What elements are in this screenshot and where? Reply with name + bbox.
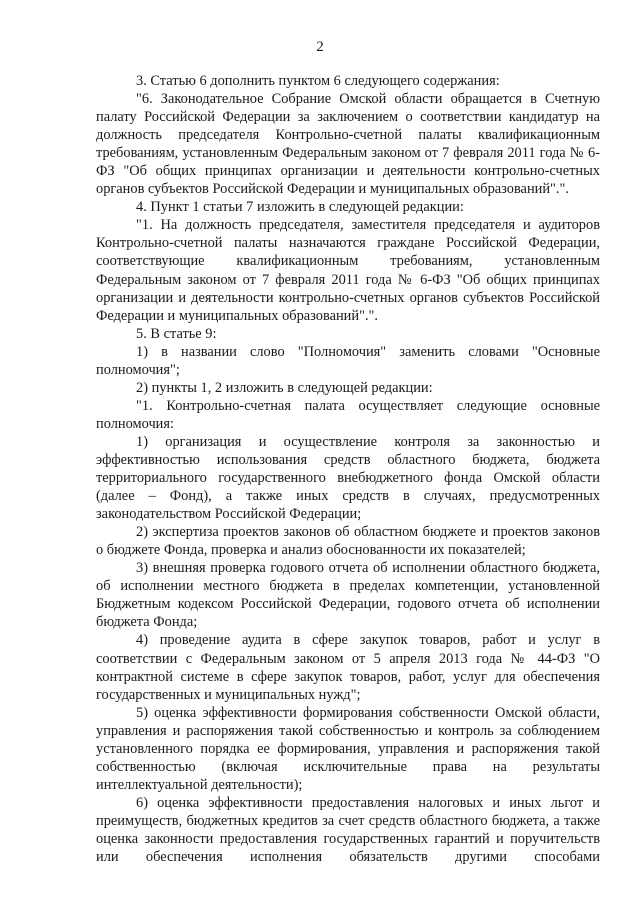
paragraph-subitem-2: 2) пункты 1, 2 изложить в следующей редакции: bbox=[136, 379, 433, 396]
paragraph-power-2: 2) экспертиза проектов законов об областном бюджете и проектов законов о бюджете Фонда, проверка и анализ обоснованности их показателей; bbox=[96, 524, 600, 559]
paragraph-power-6: 6) оценка эффективности предоставления налоговых и иных льгот и преимуществ, бюджетных кредитов за счет средств областного бюджета, а также оценка законности предоставления государственных гарантий и поручительств или обеспечения исполнения обязательств другими способами bbox=[96, 794, 600, 866]
paragraph-powers-intro: "1. Контрольно-счетная палата осуществляет следующие основные полномочия: bbox=[96, 397, 600, 432]
paragraph-item-3: 3. Статью 6 дополнить пунктом 6 следующего содержания: bbox=[136, 73, 500, 89]
paragraph-item-5: 5. В статье 9: bbox=[136, 325, 217, 342]
paragraph-article-6-point-6: "6. Законодательное Собрание Омской области обращается в Счетную палату Российской Федерации за заключением о соответствии кандидатур на должность председателя Контрольно-счетной палаты квалификационным требованиям, установленным Федеральным законом от 7 февраля 2011 года № 6-ФЗ "Об общих принципах организации и деятельности контрольно-счетных органов субъектов Российской Федерации и муниципальных образований".". bbox=[96, 91, 600, 198]
paragraph-power-3: 3) внешняя проверка годового отчета об исполнении областного бюджета, об исполнении местного бюджета в пределах компетенции, установленной Бюджетным кодексом Российской Федерации, годового отчета об исполнении бюджета Фонда; bbox=[96, 560, 600, 631]
paragraph-item-4: 4. Пункт 1 статьи 7 изложить в следующей редакции: bbox=[136, 199, 464, 216]
paragraph-power-1: 1) организация и осуществление контроля за законностью и эффективностью использования средств областного бюджета, бюджета территориального государственного внебюджетного фонда Омской области (далее – Фонд), а также иных средств в случаях, предусмотренных законодательством Российской Федерации; bbox=[96, 433, 600, 523]
document-body bbox=[96, 72, 600, 866]
paragraph-subitem-1: 1) в названии слово "Полномочия" заменить словами "Основные полномочия"; bbox=[96, 343, 600, 378]
page-number: 2 bbox=[316, 39, 324, 55]
paragraph-power-4: 4) проведение аудита в сфере закупок товаров, работ и услуг в соответствии с Федеральным законом от 5 апреля 2013 года № 44-ФЗ "О контрактной системе в сфере закупок товаров, работ, услуг для обеспечения государственных и муниципальных нужд"; bbox=[96, 632, 600, 703]
paragraph-power-5: 5) оценка эффективности формирования собственности Омской области, управления и распоряжения такой собственностью и контроль за соблюдением установленного порядка ее формирования, управления и распоряжения такой собственностью (включая исключительные права на результаты интеллектуальной деятельности); bbox=[96, 704, 600, 793]
paragraph-article-7-point-1: "1. На должность председателя, заместителя председателя и аудиторов Контрольно-счетной палаты назначаются граждане Российской Федерации, соответствующие квалификационным требованиям, установленным Федеральным законом от 7 февраля 2011 года № 6-ФЗ "Об общих принципах организации и деятельности контрольно-счетных органов субъектов Российской Федерации и муниципальных образований".". bbox=[96, 217, 600, 324]
